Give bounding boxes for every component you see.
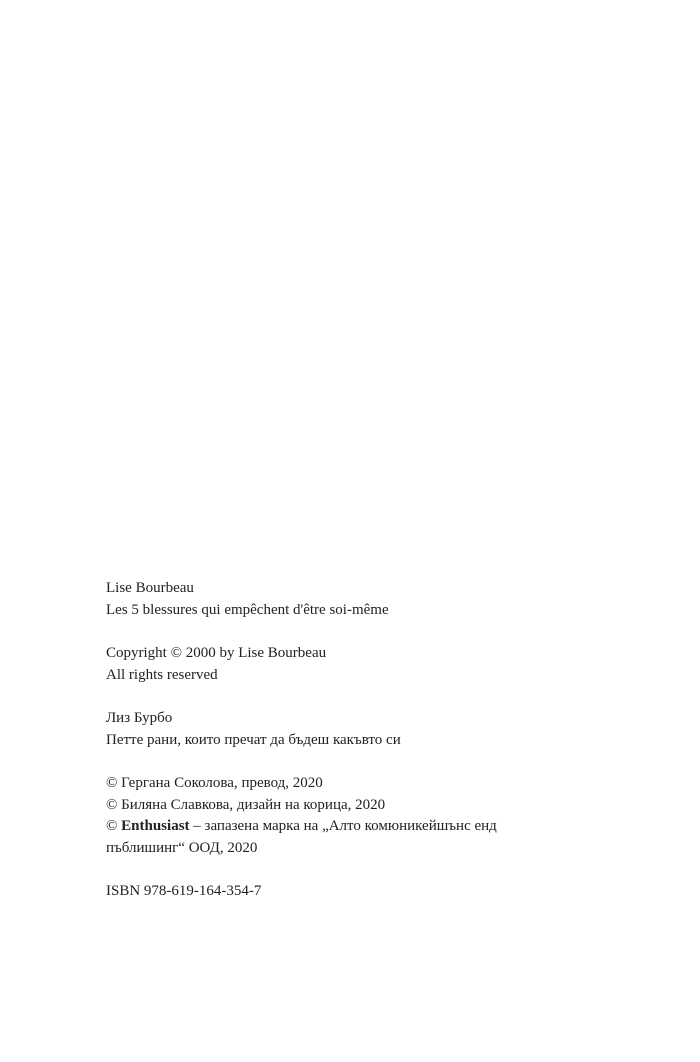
cover-design-credit: © Биляна Славкова, дизайн на корица, 2020 [106, 796, 386, 813]
original-author: Lise Bourbeau [106, 580, 194, 596]
original-edition-block [106, 578, 666, 621]
original-title: Les 5 blessures qui empêchent d'être soi-même [106, 601, 389, 618]
colophon [106, 578, 666, 925]
bulgarian-author: Лиз Бурбо [106, 710, 173, 726]
bulgarian-title: Петте рани, които пречат да бъдеш какъвто си [106, 731, 401, 748]
bulgarian-edition-block [106, 708, 666, 751]
rights-reserved: All rights reserved [106, 666, 218, 683]
publisher-credit-continued: пъблишинг“ ООД, 2020 [106, 839, 258, 856]
copyright-block [106, 643, 666, 686]
credits-block [106, 773, 666, 859]
copyright-line: Copyright © 2000 by Lise Bourbeau [106, 645, 327, 661]
publisher-rest: – запазена марка на „Алто комюникейшънс енд [189, 818, 497, 834]
publisher-prefix: © [106, 818, 122, 834]
translation-credit: © Гергана Соколова, превод, 2020 [106, 775, 323, 791]
publisher-brand: Enthusiast [121, 818, 190, 834]
isbn: ISBN 978-619-164-354-7 [106, 883, 262, 899]
isbn-block [106, 881, 666, 903]
publisher-credit [106, 816, 666, 838]
